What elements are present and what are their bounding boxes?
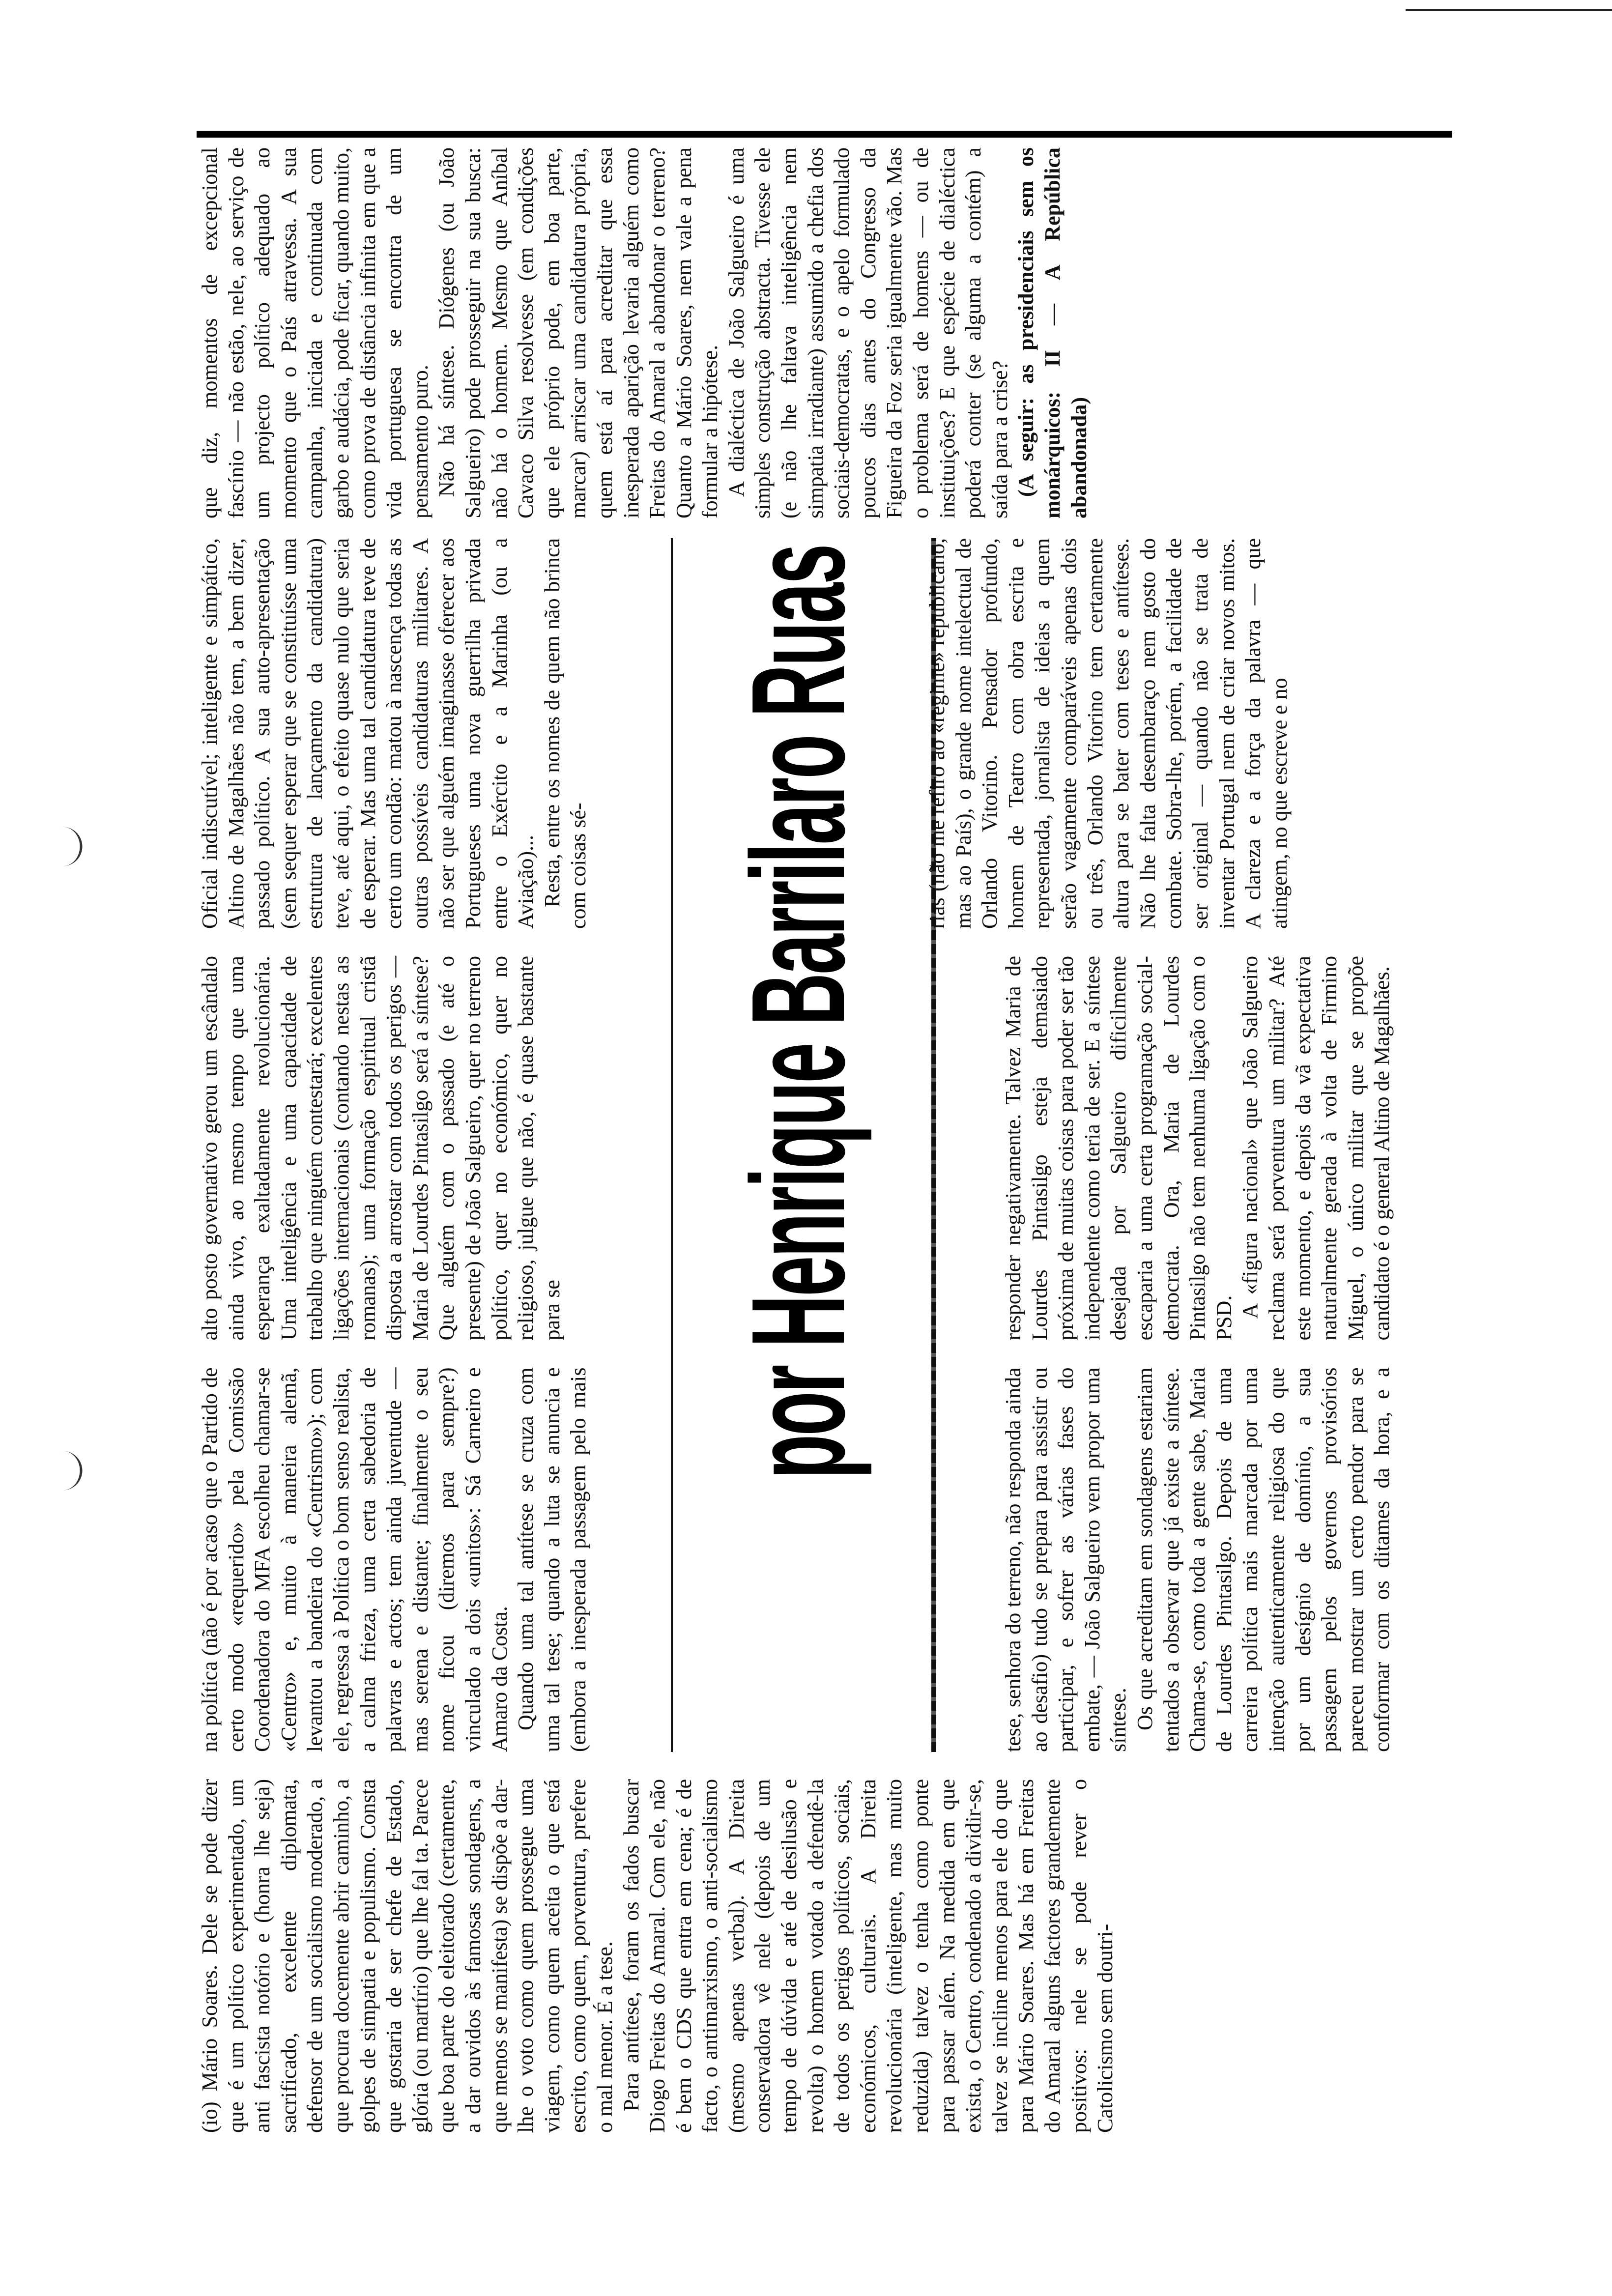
paragraph: A «figura nacional» que João Salgueiro reclama será porventura um militar? Até este momento, e depois da vã expectativa naturalmente gerada à volta de Firmino Miguel, o único militar que se propõe candidato é o general Altino de Magalhães. [1238,956,1394,1341]
article-column-3-lower [924,538,1452,929]
article-column-4 [197,147,1452,518]
article-column-1 [197,1779,1452,2133]
article-column-2-lower [1000,956,1452,1752]
article-column-2-upper [197,956,649,1752]
paragraph: (io) Mário Soares. Dele se pode dizer que é um político experimentado, um anti fascista notório e (honra lhe seja) sacrificado, excelente diplomata, defensor de um socialismo moderado, a que procura docemente abrir caminho, a golpes de simpatia e populismo. Consta que gostaria de ser chefe de Estado, glória (ou martírio) que lhe fal ta. Parece que boa parte do eleitorado (certamente, a dar ouvidos às famosas sondagens, a que menos se manifesta) se dispõe a dar-lhe o voto como quem prossegue uma viagem, como quem aceita o que está escrito, como quem, porventura, prefere o mal menor. É a tese. [198,1779,617,2133]
column-border-rule [197,131,1452,138]
paragraph: tese, senhora do terreno, não responda ainda ao desafio) tudo se prepara para assistir ou participar, e sofrer as várias fases do embate, — João Salgueiro vem propor uma síntese. [1001,1367,1131,1752]
rotated-article-page [197,147,1455,2133]
scan-mark-left-lower [51,1451,83,1491]
paragraph: Resta, entre os nomes de quem não brinca com coisas sé- [540,538,591,929]
paragraph: Oficial indiscutível; inteligente e simpático, Altino de Magalhães não tem, a bem dizer, passado político. A sua auto-apresentação (sem sequer esperar que se constituísse uma estrutura de lançamento da candidatura) teve, até aqui, o efeito quase nulo que seria de esperar. Mas uma tal candidatura teve de certo um condão: matou à nascença todas as outras possíveis candidaturas militares. A não ser que alguém imaginasse oferecer aos Portugueses uma nova guerrilha privada entre o Exército e a Marinha (ou a Aviação)... [198,538,538,929]
paragraph: Não há síntese. Diógenes (ou João Salgueiro) pode prosseguir na sua busca: não há o homem. Mesmo que Aníbal Cavaco Silva resolvesse (em condições que ele próprio pode, em boa parte, marcar) arriscar uma candidatura própria, quem está aí para acreditar que essa inesperada aparição levaria alguém como Freitas do Amaral a abandonar o terreno? Quanto a Mário Soares, nem vale a pena formular a hipótese. [434,147,722,518]
byline-author: por Henrique Barrilaro Ruas [724,545,872,1479]
paragraph: rias (não me refiro ao «regime» republicano, mas ao País), o grande nome intelectual de Orlando Vitorino. Pensador profundo, homem de Teatro com obra escrita e representada, jornalista de ideias a quem serão vagamente comparáveis apenas dois ou três, Orlando Vitorino tem certamente altura para se bater com teses e antíteses. Não lhe falta desembaraço nem gosto do combate. Sobra-lhe, porém, a facilidade de ser original — quando não se trata de inventar Portugal nem de criar novos mitos. A clareza e a força da palavra — que atingem, no que escreve e no [925,538,1292,929]
paragraph: Quando uma tal antítese se cruza com uma tal tese; quando a luta se anuncia e (embora a inesperada passagem pelo mais alto posto governativo gerou um escândalo ainda vivo, ao mesmo tempo que uma esperança exaltadamente revolucionária. Uma inteligência e uma capacidade de trabalho que ninguém contestará; excelentes ligações internacionais (contando nestas as romanas); uma formação espiritual cristã disposta a arrostar com todos os perigos — Maria de Lourdes Pintasilgo será a síntese? Que alguém com o passado (e até o presente) de João Salgueiro, quer no terreno político, quer no económico, quer no religioso, julgue que não, é quase bastante para se [198,956,591,1752]
paragraph: A dialéctica de João Salgueiro é uma simples construção abstracta. Tivesse ele (e não lhe faltava inteligência nem simpatia irradiante) assumido a chefia dos sociais-democratas, e o apelo formulado poucos dias antes do Congresso da Figueira da Foz seria igualmente vão. Mas o problema será de homens — ou de instituições? E que espécie de dialéctica poderá conter (se alguma a contém) a saída para a crise? [724,147,1012,518]
paragraph: Para antítese, foram os fados buscar Diogo Freitas do Amaral. Com ele, não é bem o CDS que entra em cena; é de facto, o antimarxismo, o anti-socialismo (mesmo apenas verbal). A Direita conservadora vê nele (depois de um tempo de dúvida e até de desilusão e revolta) o homem votado a defendê-la de todos os perigos políticos, sociais, económicos, culturais. A Direita revolucionária (inteligente, mas muito reduzida) talvez o tenha como ponte para passar além. Na medida em que exista, o Centro, condenado a dividir-se, talvez se incline menos para ele do que para Mário Soares. Mas há em Freitas do Amaral alguns factores grandemente positivos: nele se pode rever o Catolicismo sem doutri- [619,1779,1118,2133]
article-column-3-upper [197,538,720,929]
paragraph: na política (não é por acaso que o Partido de certo modo «requerido» pela Comissão Coordenadora do MFA escolheu chamar-se «Centro» e, muito à maneira alemã, levantou a bandeira do «Centrismo»); com ele, regressa à Política o bom senso realista, a calma frieza, uma certa sabedoria de palavras e actos; tem ainda juventude — mas serena e distante; finalmente o seu nome ficou (diremos para sempre?) vinculado a dois «unitos»: Sá Carneiro e Amaro da Costa. [198,1367,512,1752]
continuation-note: (A seguir: as presidenciais sem os monárquicos: II — A República abandonada) [1014,147,1091,518]
scan-mark-left [51,827,83,866]
paragraph: que diz, momentos de excepcional fascínio — não estão, nele, ao serviço de um projecto político adequado ao momento que o País atravessa. A sua campanha, iniciada e continuada com garbo e audácia, pode ficar, quando muito, como prova de distância infinita em que a vida portuguesa se encontra de um pensamento puro. [198,147,432,518]
paragraph: Os que acreditam em sondagens estariam tentados a observar que já existe a síntese. Chama-se, como toda a gente sabe, Maria de Lourdes Pintasilgo. Depois de uma carreira política mais marcada por uma intenção autenticamente religiosa do que por um desígnio de domínio, a sua passagem pelos governos provisórios pareceu mostrar um certo pendor para se conformar com os ditames da hora, e a responder negativamente. Talvez Maria de Lourdes Pintasilgo esteja demasiado próxima de muitas coisas para poder ser tão independente como teria de ser. E a síntese desejada por Salgueiro dificilmente escaparia a uma certa programação social-democrata. Ora, Maria de Lourdes Pintasilgo não tem nenhuma ligação com o PSD. [1001,956,1394,1752]
scan-edge-line [1406,9,1612,11]
